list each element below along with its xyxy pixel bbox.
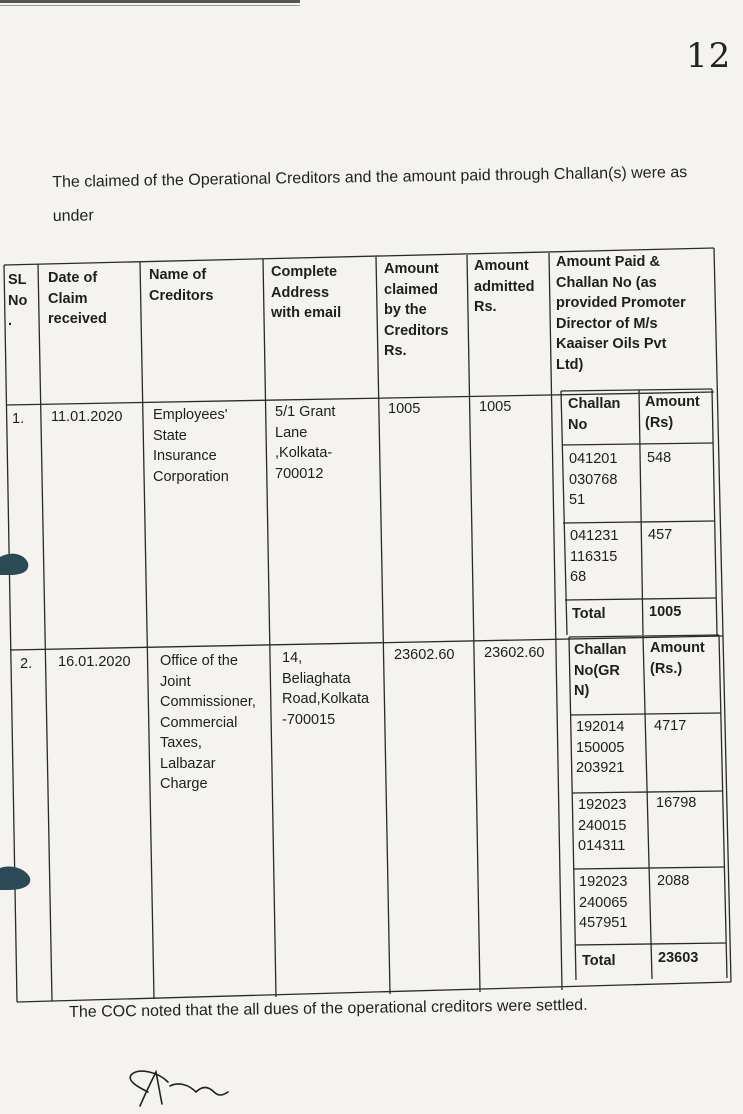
row1-challan-no-2: 041231 116315 68 — [570, 528, 619, 585]
row1-challan-no-header: Challan No — [568, 396, 621, 433]
row1-date: 11.01.2020 — [51, 409, 123, 425]
row1-amount-admitted: 1005 — [479, 399, 512, 415]
page-number: 12 — [686, 36, 732, 76]
row2-challan-amount-1: 4717 — [654, 718, 687, 734]
row2-amount-header: Amount (Rs.) — [650, 640, 705, 677]
row1-challan-amount-2: 457 — [648, 527, 673, 543]
row2-challan-no-3: 192023 240065 457951 — [579, 874, 628, 931]
row1-amount-header: Amount (Rs) — [645, 394, 700, 431]
row2-address: 14, Beliaghata Road,Kolkata -700015 — [282, 650, 370, 728]
row2-challan-no-1: 192014 150005 203921 — [576, 719, 625, 776]
punch-hole-mark — [0, 545, 38, 585]
header-amount-paid-challan: Amount Paid & Challan No (as provided Promoter Director of M/s Kaaiser Oils Pvt Ltd) — [556, 254, 686, 373]
row2-total-label: Total — [582, 953, 616, 969]
row2-challan-amount-3: 2088 — [657, 873, 690, 889]
row1-sl: 1. — [12, 411, 25, 427]
punch-hole-mark — [0, 858, 38, 898]
header-name-of-creditors: Name of Creditors — [149, 267, 214, 304]
row1-challan-no-1: 041201 030768 51 — [569, 451, 618, 508]
row2-amount-admitted: 23602.60 — [484, 645, 545, 661]
row2-date: 16.01.2020 — [58, 654, 131, 670]
row1-creditor-name: Employees' State Insurance Corporation — [153, 407, 229, 485]
row2-creditor-name: Office of the Joint Commissioner, Commercial Taxes, Lalbazar Charge — [160, 653, 256, 792]
header-amount-admitted: Amount admitted Rs. — [474, 258, 535, 315]
row1-amount-claimed: 1005 — [388, 401, 421, 417]
row1-total-amount: 1005 — [649, 604, 682, 620]
row2-challan-no-header: Challan No(GR N) — [574, 642, 627, 699]
row1-challan-amount-1: 548 — [647, 450, 672, 466]
closing-paragraph: The COC noted that the all dues of the operational creditors were settled. — [69, 996, 588, 1021]
row2-amount-claimed: 23602.60 — [394, 647, 455, 663]
header-sl-no: SL No . — [8, 272, 28, 329]
row1-address: 5/1 Grant Lane ,Kolkata- 700012 — [275, 404, 336, 482]
row2-total-amount: 23603 — [658, 950, 699, 966]
intro-paragraph: The claimed of the Operational Creditors and the amount paid through Challan(s) were as under — [52, 164, 688, 225]
signature-icon — [118, 1062, 248, 1112]
header-date-of-claim: Date of Claim received — [48, 270, 107, 327]
header-amount-claimed: Amount claimed by the Creditors Rs. — [384, 261, 449, 359]
row2-challan-no-2: 192023 240015 014311 — [578, 797, 627, 854]
row2-challan-amount-2: 16798 — [656, 795, 697, 811]
row1-total-label: Total — [572, 606, 606, 622]
row2-sl: 2. — [20, 656, 33, 672]
header-complete-address: Complete Address with email — [271, 264, 342, 321]
